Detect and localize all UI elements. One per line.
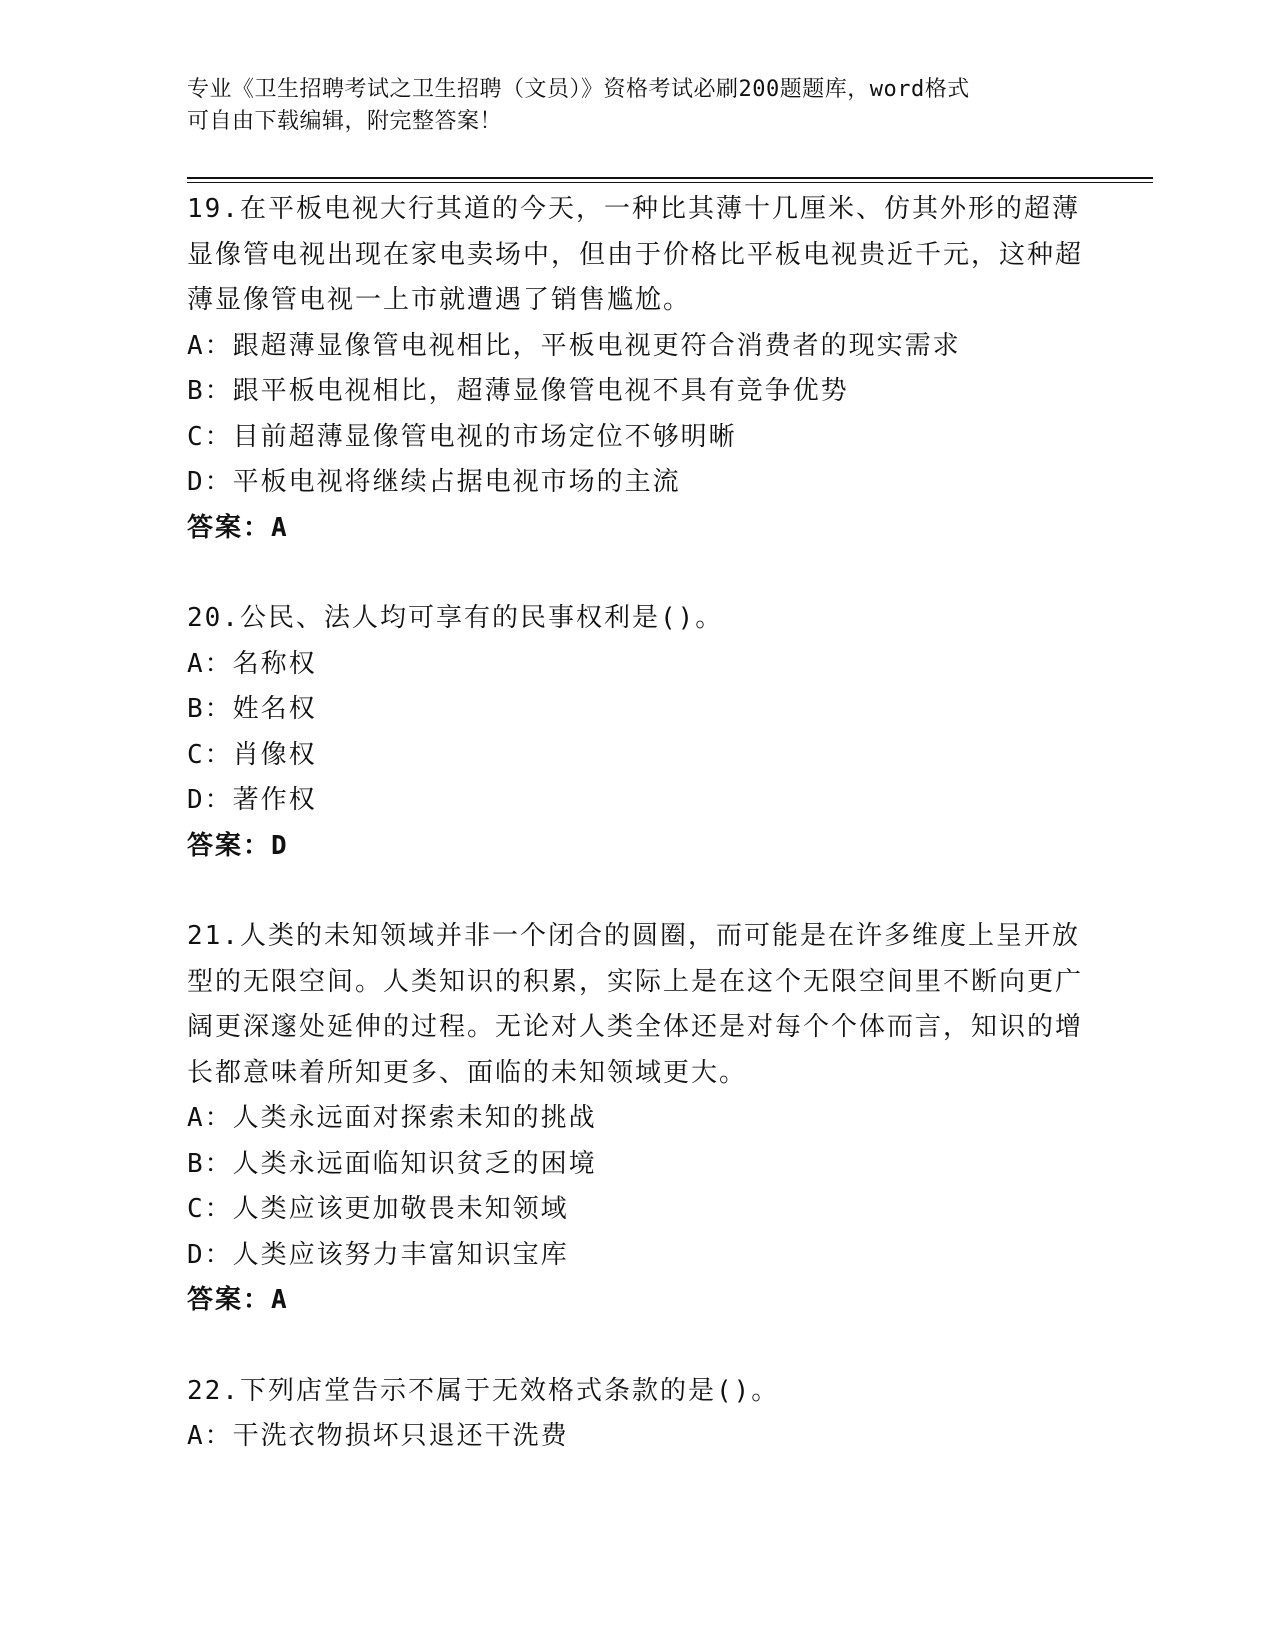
option-c: C：肖像权	[187, 739, 317, 770]
question-text: 22.下列店堂告示不属于无效格式条款的是()。	[187, 1375, 780, 1406]
option-d: D：平板电视将继续占据电视市场的主流	[187, 467, 681, 497]
document-header	[187, 74, 1087, 138]
header-divider-thin	[187, 182, 1153, 183]
option-d: D：著作权	[187, 785, 317, 815]
question-21	[187, 914, 1087, 1324]
option-b: B：跟平板电视相比，超薄显像管电视不具有竞争优势	[187, 376, 849, 406]
option-a: A：人类永远面对探索未知的挑战	[187, 1103, 597, 1133]
option-c: C：人类应该更加敬畏未知领域	[187, 1194, 569, 1224]
question-text: 20.公民、法人均可享有的民事权利是()。	[187, 603, 724, 633]
header-divider-thick	[187, 177, 1153, 179]
option-b: B：姓名权	[187, 694, 317, 724]
option-b: B：人类永远面临知识贫乏的困境	[187, 1148, 597, 1179]
answer-label: 答案：A	[187, 1285, 289, 1315]
option-a: A：跟超薄显像管电视相比，平板电视更符合消费者的现实需求	[187, 330, 961, 361]
question-text: 21.人类的未知领域并非一个闭合的圆圈，而可能是在许多维度上呈开放型的无限空间。人类知识的积累，实际上是在这个无限空间里不断向更广阔更深邃处延伸的过程。无论对人类全体还是对每个个体而言，知识的增长都意味着所知更多、面临的未知领域更大。	[187, 921, 1084, 1088]
answer-label: 答案：A	[187, 512, 289, 543]
option-a: A：干洗衣物损坏只退还干洗费	[187, 1421, 569, 1451]
question-22	[187, 1369, 1087, 1460]
option-c: C：目前超薄显像管电视的市场定位不够明晰	[187, 421, 737, 452]
option-a: A：名称权	[187, 648, 317, 679]
header-line-2: 可自由下载编辑，附完整答案！	[187, 109, 503, 134]
question-19	[187, 187, 1087, 551]
option-d: D：人类应该努力丰富知识宝库	[187, 1239, 569, 1270]
answer-label: 答案：D	[187, 830, 289, 861]
question-text: 19.在平板电视大行其道的今天，一种比其薄十几厘米、仿其外形的超薄显像管电视出现在家电卖场中，但由于价格比平板电视贵近千元，这种超薄显像管电视一上市就遭遇了销售尴尬。	[187, 194, 1084, 315]
question-list	[187, 187, 1087, 1505]
header-line-1: 专业《卫生招聘考试之卫生招聘（文员）》资格考试必刷200题题库，word格式	[187, 77, 970, 102]
question-20	[187, 596, 1087, 869]
